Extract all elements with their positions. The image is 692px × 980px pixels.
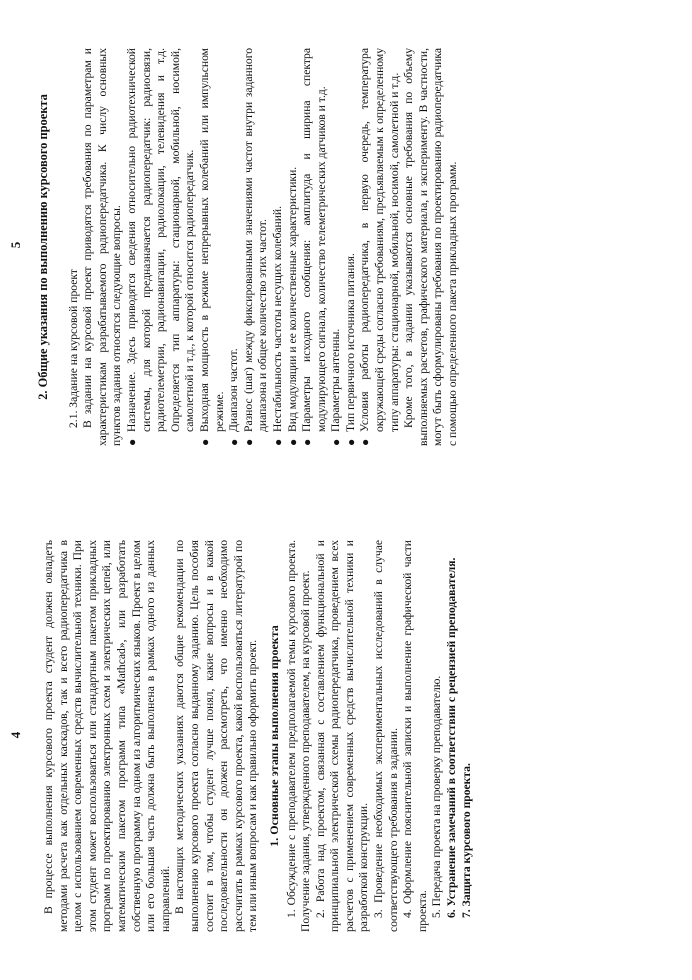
page-number: 5 [8,241,23,249]
page-4-text [42,540,474,932]
list-item: ● Диапазон частот. [227,348,242,446]
stage-item: 6. Устранение замечаний в соответствии с рецензией преподавателя. [445,557,459,918]
stage-item: 3. Проведение необходимых экспериментальных исследований в случае соответствующего требования в задании. [372,540,400,932]
closing-paragraph: Кроме того, в задании указываются основные требования по объему выполняемых расчетов, графического материала, и эксперименту. В частности, могут быть сформулированы требования по проектированию радиопередатчика с помощью определенного пакета прикладных программ. [402,48,460,446]
page-4 [0,490,692,980]
bullet-icon: ● [329,438,344,446]
bullet-icon: ● [358,438,373,446]
stage-item: 4. Оформление пояснительной записки и выполнение графической части проекта. [401,540,429,932]
list-item: ● Вид модуляции и ее количественные характеристики. [285,166,300,446]
bullet-icon: ● [343,438,358,446]
page-5-text [36,48,461,446]
list-item: ● Назначение. Здесь приводятся сведения относительно радиотехнической системы, для которой предназначается радиопередатчик: радиосвязи, радиотелеметрии, радионавигации, радиолокации, телевидения и т.д. Определяется тип аппаратуры: стационарной, мобильной, носимой, самолетной и т.д., к которой относится радиопередатчик. [124,48,197,446]
stage-item: 7. Защита курсового проекта. [459,763,473,918]
list-item: ● Нестабильность частоты несущих колебаний. [270,205,285,446]
list-item: ● Параметры антенны. [329,328,344,446]
list-item: ● Параметры исходного сообщения: амплитуда и ширина спектра модулирующего сигнала, количество телеметрических датчиков и т.д. [300,48,328,446]
stage-item: 5. Передача проекта на проверку преподавателю. [430,675,444,918]
bullet-icon: ● [285,438,300,446]
bullet-icon: ● [270,438,285,446]
section-heading-1: 1. Основные этапы выполнения проекта [266,625,281,847]
stage-item: 1. Обсуждение с преподавателем предполагаемой темы курсового проекта. Получение задания, утвержденного преподавателем, на курсовой проект. [284,540,313,932]
stage-item: 2. Работа над проектом, связанная с составлением функциональной и принципиальной электрической схемы радиопередатчика, проведением всех расчетов с применением современных средств вычислительной техники и разработкой конструкции. [313,540,371,932]
list-item: ● Условия работы радиопередатчика, в первую очередь, температура окружающей среды согласно требованиям, предъявляемым к определенному типу аппаратуры: стационарной, мобильной, носимой, самолетной и т.д. [358,48,401,446]
requirements-list [125,48,402,446]
intro-paragraph-1: В процессе выполнения курсового проекта студент должен овладеть методами расчета как отдельных каскадов, так и всего радиопередатчика в целом с использованием современных средств вычислительной техники. При этом студент может воспользоваться или стандартным пакетом прикладных программ по проектированию электронных схем и электрических цепей, или математическим пакетом программ типа «Mathcad», или разработать собственную программу на одном из алгоритмических языков. Проект в целом или его большая часть должна быть выполнена в рамках одного из данных направлений. [42,540,172,932]
subsection-heading: 2.1. Задание на курсовой проект [66,269,80,428]
bullet-icon: ● [300,438,315,446]
bullet-icon: ● [241,438,256,446]
page-number: 4 [8,731,23,739]
list-item: ● Выходная мощность в режиме непрерывных колебаний или импульсном режиме. [197,48,226,446]
bullet-icon: ● [124,438,139,446]
intro-paragraph-2: В настоящих методических указаниях даются общие рекомендации по выполнению курсового проекта согласно выданному заданию. Цель пособия состоит в том, чтобы студент лучше понял, какие вопросы и в какой последовательности он должен рассмотреть, что именно необходимо рассчитать в рамках курсового проекта, какой воспользоваться литературой по тем или иным вопросам и как правильно оформить проект. [173,540,260,932]
section-heading-2: 2. Общие указания по выполнению курсового проекта [36,94,50,400]
list-item: ● Тип первичного источника питания. [343,253,358,446]
list-item: ● Разнос (шаг) между фиксированными значениями частот внутри заданного диапазона и общее количество этих частот. [241,48,270,446]
bullet-icon: ● [227,438,242,446]
bullet-icon: ● [197,438,212,446]
assignment-intro: В задании на курсовой проект приводятся требования по параметрам и характеристикам разрабатываемого радиопередатчика. К числу основных пунктов задания относятся следующие вопросы. [81,48,124,446]
